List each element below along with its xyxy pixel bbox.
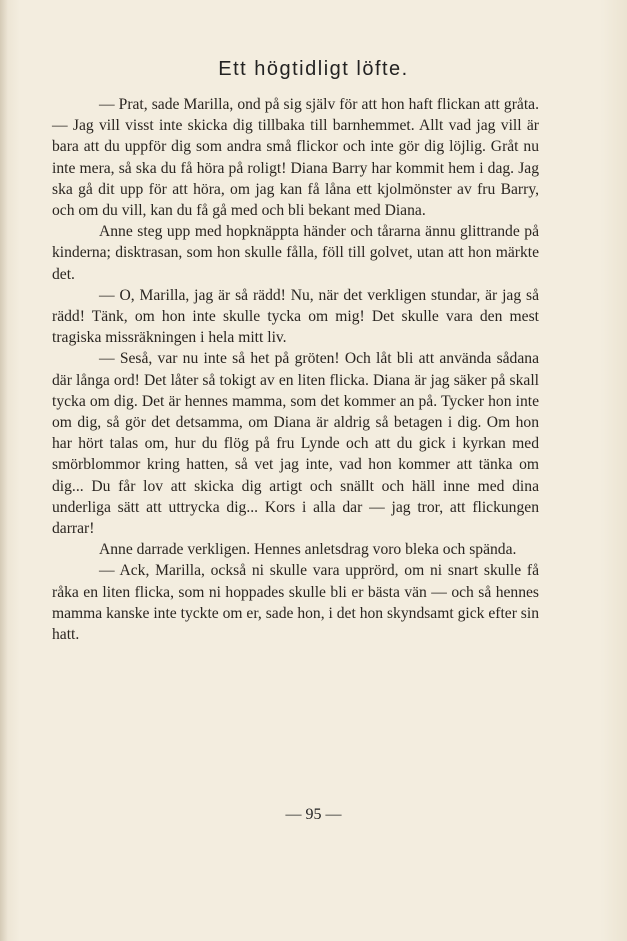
page-number: — 95 — bbox=[285, 806, 342, 823]
paragraph-5: Anne darrade verkligen. Hennes anletsdrag voro bleka och spända. bbox=[99, 541, 517, 559]
running-head: Ett högtidligt löfte. bbox=[218, 58, 409, 80]
paragraph-1: — Prat, sade Marilla, ond på sig själv för att hon haft flickan att gråta. — Jag vill visst inte skicka dig tillbaka till barnhemmet. Allt vad jag vill är bara att du uppför dig som andra små flickor och inte gör dig löjlig. Gråt nu inte mera, så ska du få höra på roligt! Diana Barry har kommit hem i dag. Jag ska gå dit upp för att höra, om jag kan få låna ett kjolmönster av fru Barry, och om du vill, kan du få gå med och bli bekant med Diana. bbox=[52, 96, 539, 220]
paragraph-4: — Seså, var nu inte så het på gröten! Och låt bli att använda sådana där långa ord! Det låter så tokigt av en liten flicka. Diana är jag säker på skall tycka om dig. Det är hennes mamma, som det kommer an på. Tycker hon inte om dig, så gör det detsamma, om Diana är aldrig så betagen i dig. Om hon har hört talas om, hur du flög på fru Lynde och att du gick i kyrkan med smörblommor kring hatten, så vet jag inte, vad hon kommer att tänka om dig... Du får lov att skicka dig artigt och snällt och häll inne med dina underliga sätt att uttrycka dig... Kors i alla dar — jag tror, att flickungen darrar! bbox=[52, 350, 539, 538]
paragraph-6: — Ack, Marilla, också ni skulle vara upprörd, om ni snart skulle få råka en liten flicka, som ni hoppades skulle bli er bästa vän — och så hennes mamma kanske inte tyckte om er, sade hon, i det hon skyndsamt gick efter sin hatt. bbox=[52, 562, 539, 644]
page-gutter-shadow bbox=[0, 0, 8, 941]
paragraph-2: Anne steg upp med hopknäppta händer och tårarna ännu glittrande på kinderna; disktrasan, som hon skulle fålla, föll till golvet, utan att hon märkte det. bbox=[52, 223, 539, 283]
paragraph-3: — O, Marilla, jag är så rädd! Nu, när det verkligen stundar, är jag så rädd! Tänk, om hon inte skulle tycka om mig! Det skulle vara den mest tragiska missräkningen i hela mitt liv. bbox=[52, 286, 539, 347]
body-text bbox=[52, 94, 539, 645]
